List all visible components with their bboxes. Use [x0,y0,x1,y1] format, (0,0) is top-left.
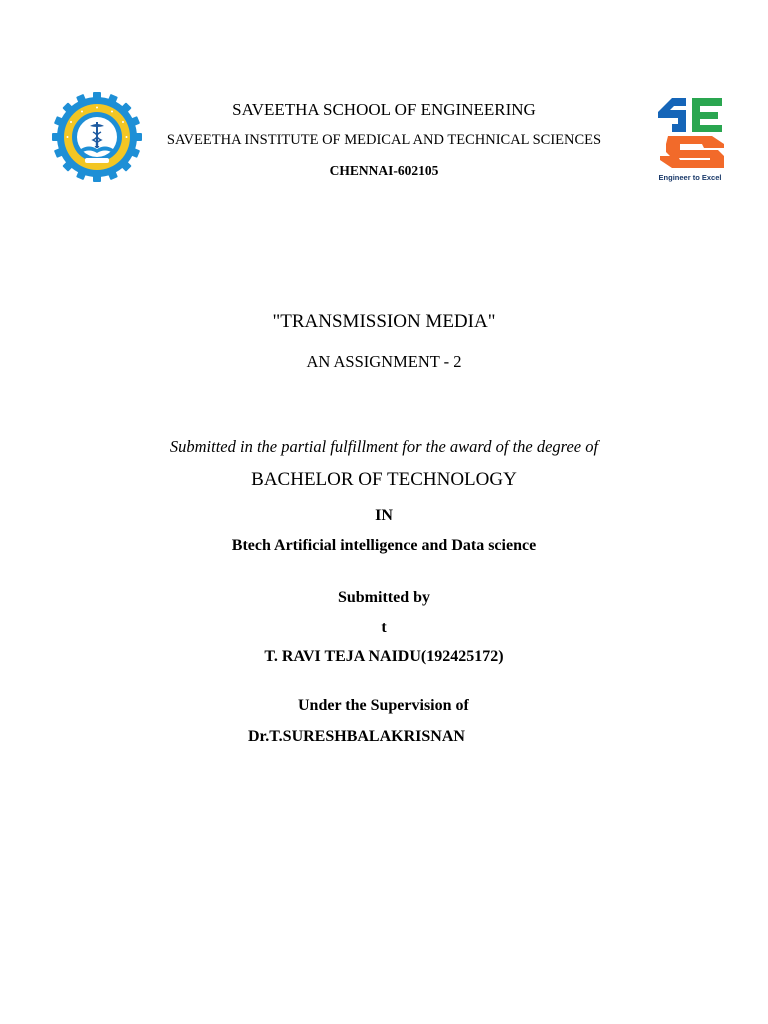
assignment-title: "TRANSMISSION MEDIA" [272,311,496,332]
assignment-subtitle: AN ASSIGNMENT - 2 [306,352,462,371]
degree-name: BACHELOR OF TECHNOLOGY [251,469,517,490]
submitted-by-extra: t [381,619,387,636]
in-label: IN [375,507,393,524]
student-name: T. RAVI TEJA NAIDU(192425172) [264,648,504,665]
supervisor-name: Dr.T.SURESHBALAKRISNAN [248,728,465,745]
school-name: SAVEETHA SCHOOL OF ENGINEERING [232,100,536,119]
submission-purpose: Submitted in the partial fulfillment for the award of the degree of [169,437,599,456]
supervision-label: Under the Supervision of [298,697,469,714]
submitted-by-label: Submitted by [337,589,431,606]
program-name: Btech Artificial intelligence and Data science [231,537,537,554]
institute-name: SAVEETHA INSTITUTE OF MEDICAL AND TECHNICAL SCIENCES [166,132,602,148]
city-line: CHENNAI-602105 [329,163,439,178]
ses-logo-tagline: Engineer to Excel [658,173,722,182]
